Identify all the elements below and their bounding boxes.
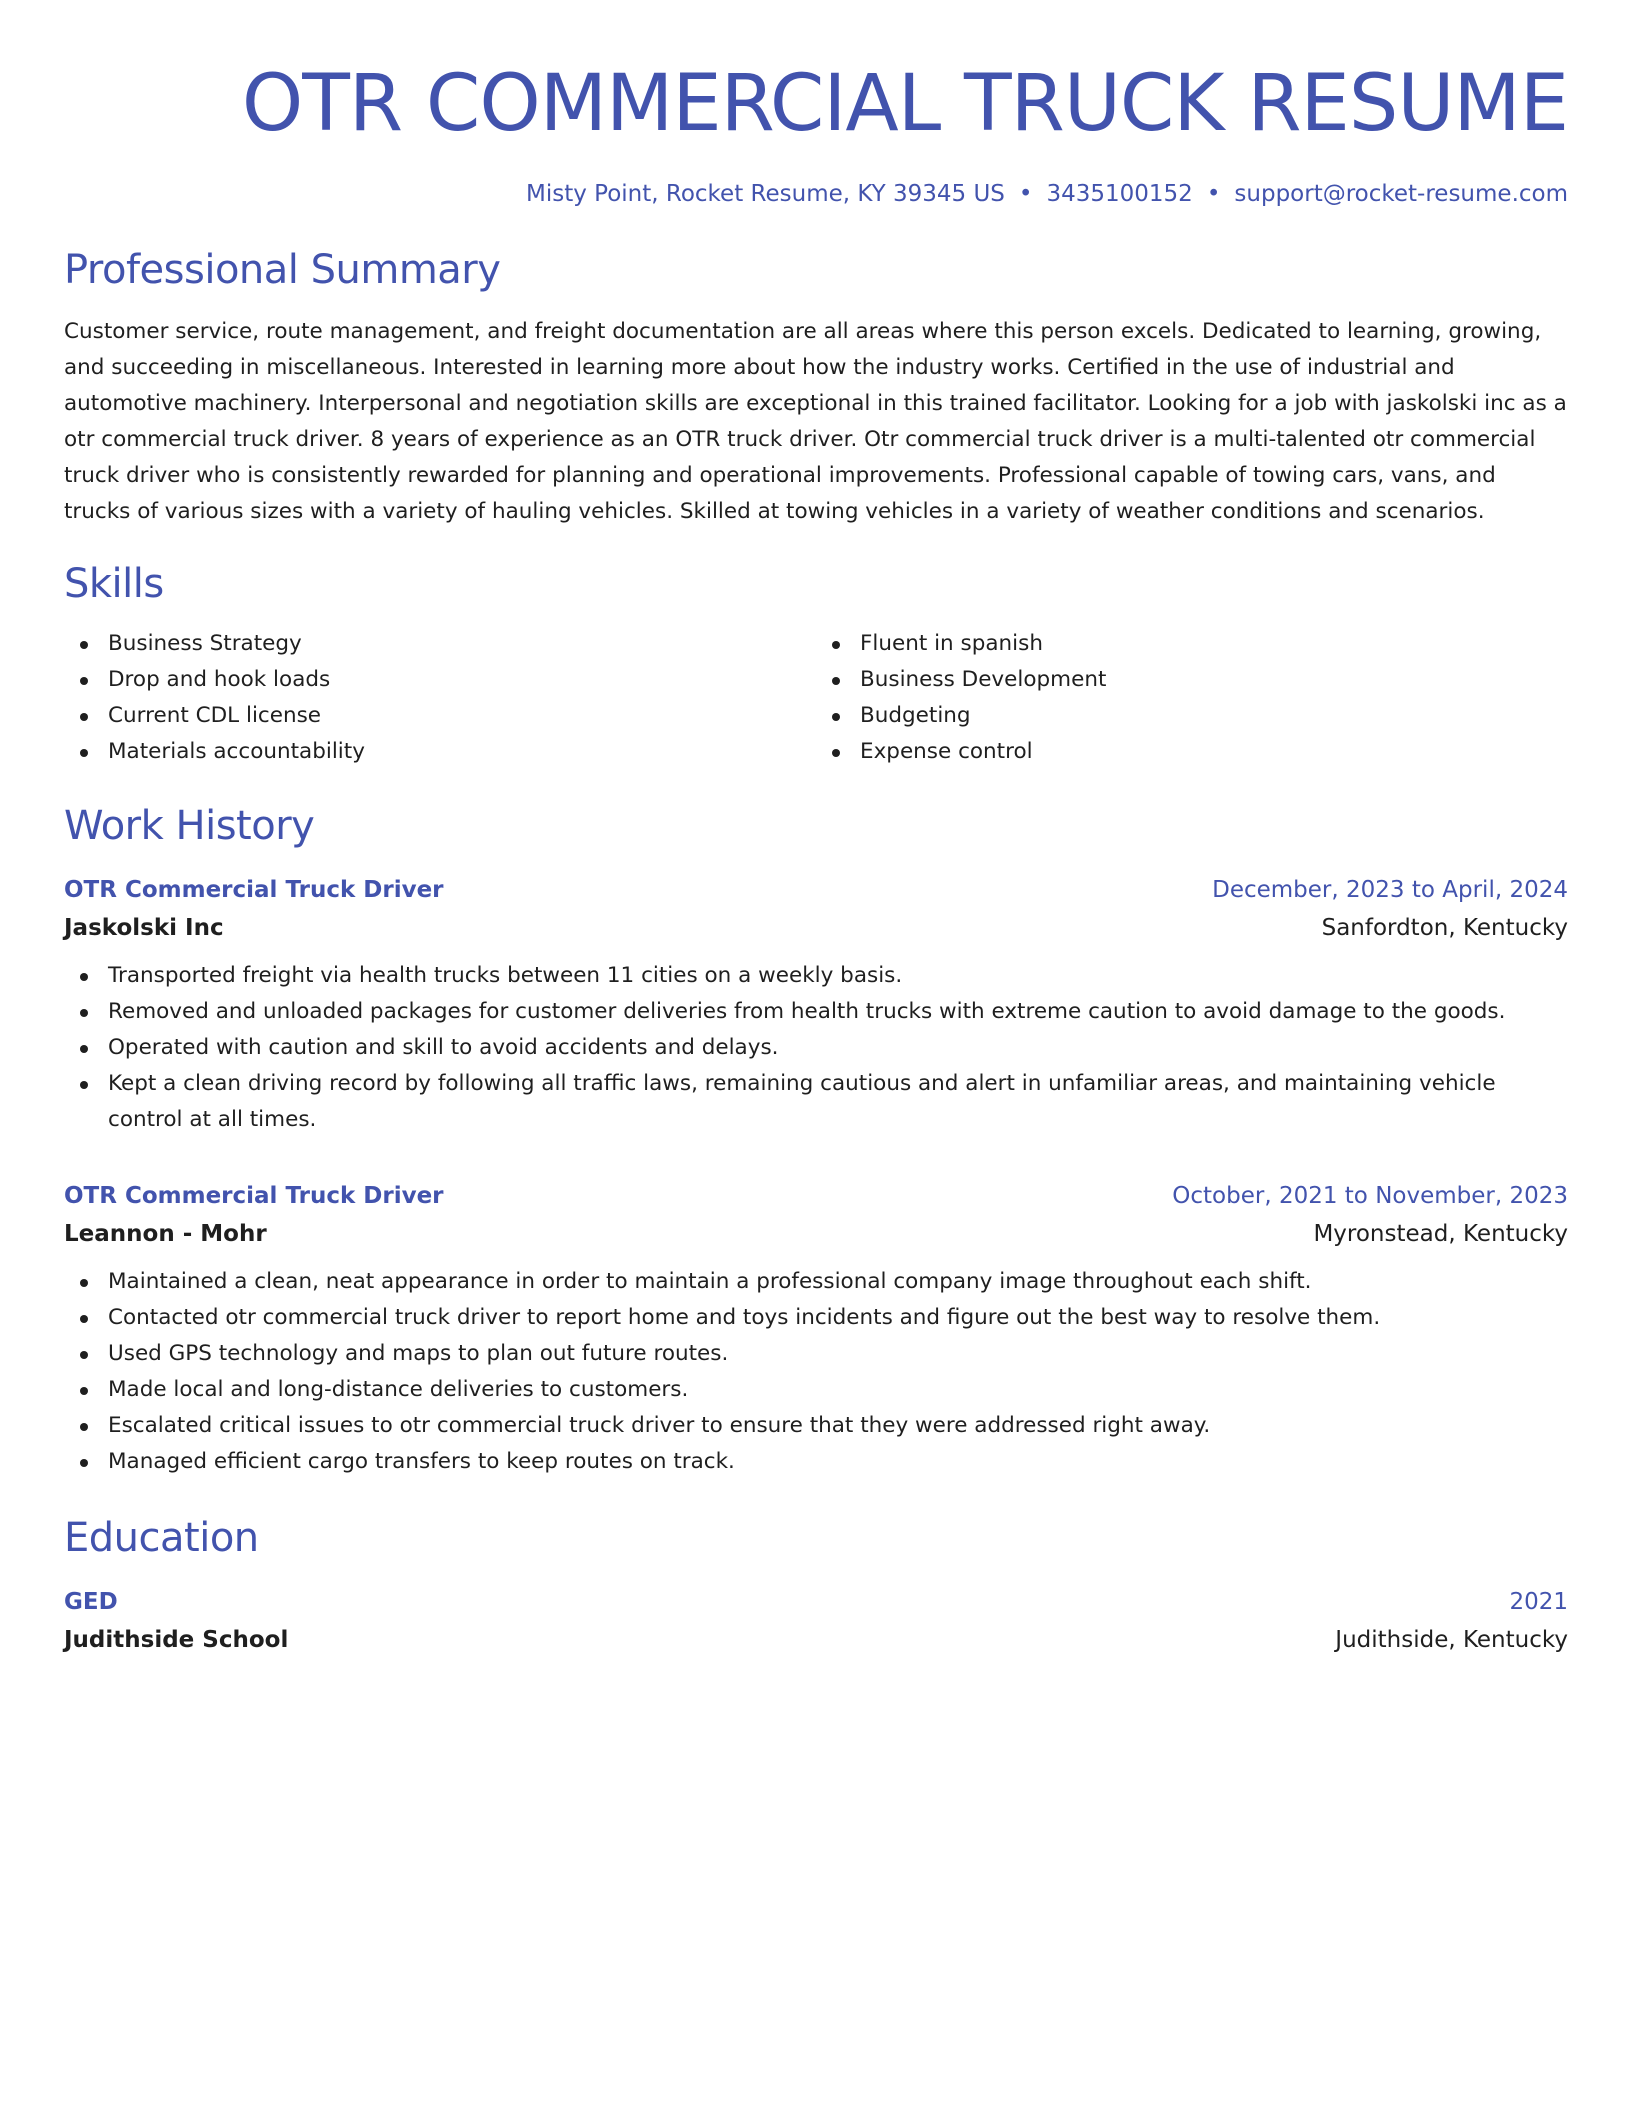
skill-item: Expense control (816, 734, 1568, 770)
skills-section (64, 558, 1568, 770)
education-heading: Education (64, 1515, 259, 1561)
duty-item: Operated with caution and skill to avoid accidents and delays. (64, 1030, 1568, 1066)
education-year: 2021 (1509, 1589, 1568, 1615)
education-entry (64, 1586, 1568, 1656)
job-entry (64, 1180, 1568, 1480)
job-duties (64, 958, 1568, 1138)
duty-item: Used GPS technology and maps to plan out future routes. (64, 1336, 1568, 1372)
skill-item: Drop and hook loads (64, 662, 816, 698)
summary-section (64, 244, 1568, 530)
duty-item: Managed efficient cargo transfers to keep routes on track. (64, 1444, 1568, 1480)
job-dates: December, 2023 to April, 2024 (1212, 877, 1568, 903)
job-company-row (64, 1212, 1568, 1250)
contact-separator: • (1206, 181, 1221, 207)
job-duties (64, 1264, 1568, 1480)
skills-heading: Skills (64, 561, 164, 607)
job-company: Jaskolski Inc (64, 915, 224, 941)
skill-item: Materials accountability (64, 734, 816, 770)
contact-phone: 3435100152 (1046, 181, 1193, 207)
contact-line (64, 178, 1568, 210)
skills-column-right (816, 626, 1568, 770)
skill-item: Fluent in spanish (816, 626, 1568, 662)
skill-item: Business Development (816, 662, 1568, 698)
job-company: Leannon - Mohr (64, 1221, 267, 1247)
duty-item: Maintained a clean, neat appearance in order to maintain a professional company image throughout each shift. (64, 1264, 1568, 1300)
work-history-section (64, 800, 1568, 1480)
skill-item: Budgeting (816, 698, 1568, 734)
job-title: OTR Commercial Truck Driver (64, 877, 444, 903)
work-history-heading: Work History (64, 803, 315, 849)
job-dates: October, 2021 to November, 2023 (1172, 1183, 1568, 1209)
education-school: Judithside School (64, 1627, 289, 1653)
contact-address: Misty Point, Rocket Resume, KY 39345 US (526, 181, 1005, 207)
education-location: Judithside, Kentucky (1335, 1627, 1568, 1653)
skill-item: Business Strategy (64, 626, 816, 662)
skill-item: Current CDL license (64, 698, 816, 734)
duty-item: Made local and long-distance deliveries to customers. (64, 1372, 1568, 1408)
job-title: OTR Commercial Truck Driver (64, 1183, 444, 1209)
resume-header (64, 52, 1568, 210)
contact-email[interactable]: support@rocket-resume.com (1234, 181, 1568, 207)
summary-text: Customer service, route management, and freight documentation are all areas where this person excels. Dedicated to learning, growing, and succeeding in miscellaneous. Interested in learning more about how the industry works. Certified in the use of industrial and automotive machinery. Interpersonal and negotiation skills are exceptional in this trained facilitator. Looking for a job with jaskolski inc as a otr commercial truck driver. 8 years of experience as an OTR truck driver. Otr commercial truck driver is a multi-talented otr commercial truck driver who is consistently rewarded for planning and operational improvements. Professional capable of towing cars, vans, and trucks of various sizes with a variety of hauling vehicles. Skilled at towing vehicles in a variety of weather conditions and scenarios. (64, 319, 1567, 524)
resume-name: OTR COMMERCIAL TRUCK RESUME (241, 59, 1568, 149)
duty-item: Kept a clean driving record by following all traffic laws, remaining cautious and alert in unfamiliar areas, and maintaining vehicle control at all times. (64, 1066, 1568, 1138)
job-entry (64, 874, 1568, 1138)
education-section (64, 1512, 1568, 1656)
job-location: Sanfordton, Kentucky (1321, 915, 1568, 941)
summary-heading: Professional Summary (64, 247, 501, 293)
job-company-row (64, 906, 1568, 944)
duty-item: Contacted otr commercial truck driver to report home and toys incidents and figure out the best way to resolve them. (64, 1300, 1568, 1336)
skills-grid (64, 626, 1568, 770)
duty-item: Removed and unloaded packages for customer deliveries from health trucks with extreme caution to avoid damage to the goods. (64, 994, 1568, 1030)
education-degree: GED (64, 1589, 118, 1615)
duty-item: Transported freight via health trucks between 11 cities on a weekly basis. (64, 958, 1568, 994)
job-location: Myronstead, Kentucky (1313, 1221, 1568, 1247)
job-title-row (64, 1180, 1568, 1212)
education-degree-row (64, 1586, 1568, 1618)
education-school-row (64, 1618, 1568, 1656)
job-title-row (64, 874, 1568, 906)
skills-column-left (64, 626, 816, 770)
contact-separator: • (1018, 181, 1033, 207)
duty-item: Escalated critical issues to otr commercial truck driver to ensure that they were addressed right away. (64, 1408, 1568, 1444)
